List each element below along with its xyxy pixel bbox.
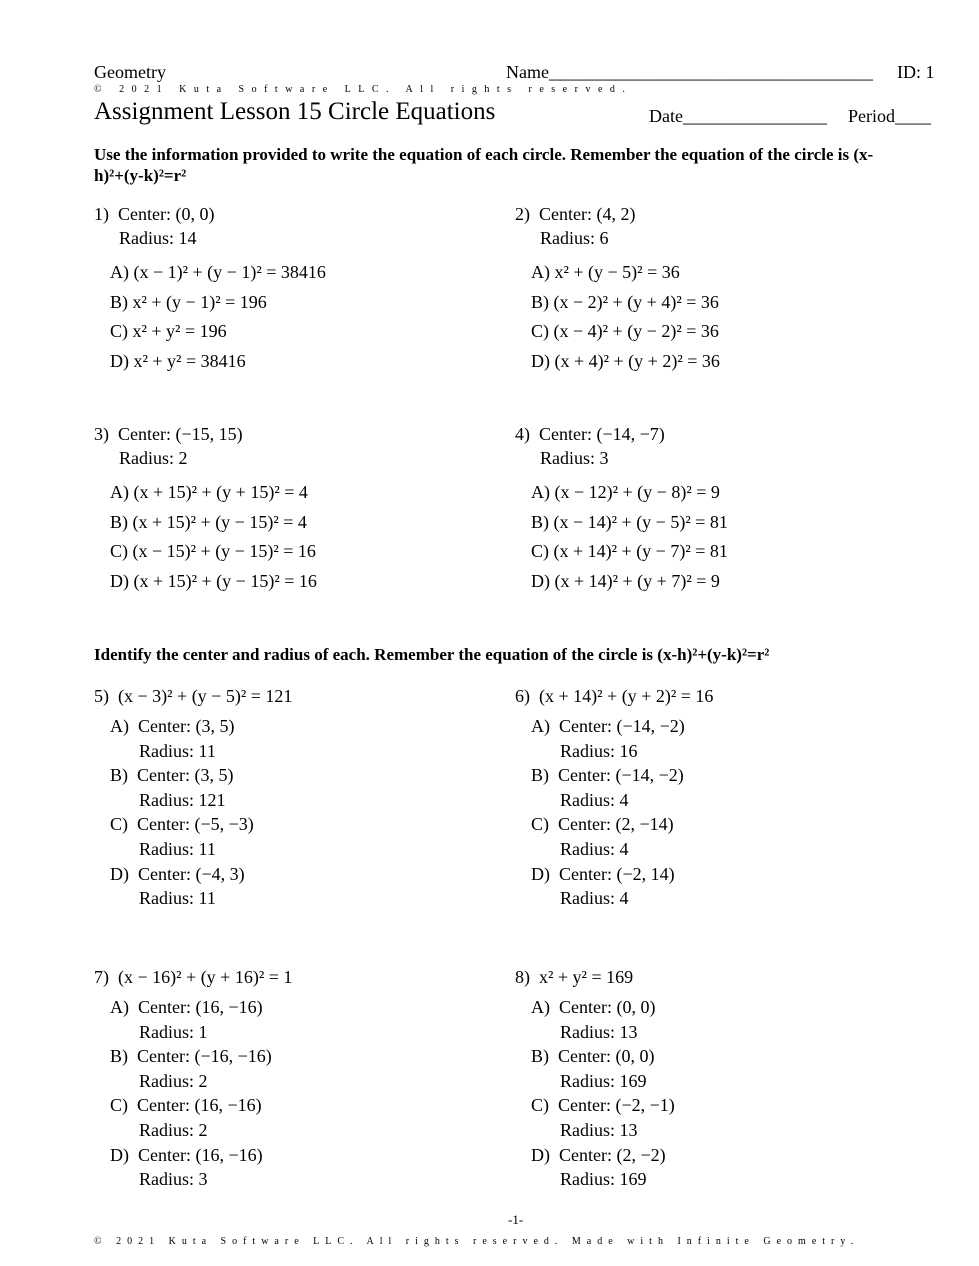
page-number: -1- <box>508 1212 524 1227</box>
option-center: Center: (3, 5) <box>138 716 235 736</box>
answer-option[interactable] <box>531 1044 675 1093</box>
option-radius: Radius: 4 <box>560 838 629 859</box>
answer-option[interactable]: B) x² + (y − 1)² = 196 <box>110 291 267 312</box>
option-center: Center: (−16, −16) <box>137 1046 272 1067</box>
answer-option[interactable]: D) x² + y² = 38416 <box>110 350 246 371</box>
option-radius: Radius: 11 <box>139 888 216 909</box>
answer-option[interactable] <box>531 714 713 763</box>
option-radius: Radius: 11 <box>139 740 216 761</box>
answer-option[interactable]: C) x² + y² = 196 <box>110 321 227 341</box>
problem-4 <box>515 422 728 596</box>
option-center: Center: (2, −14) <box>558 814 674 835</box>
option-radius: Radius: 4 <box>560 789 629 810</box>
problem-number: 4) <box>515 424 530 444</box>
problem-center: Center: (4, 2) <box>539 204 636 224</box>
answer-option[interactable] <box>531 995 675 1044</box>
answer-option[interactable]: C) (x + 14)² + (y − 7)² = 81 <box>531 541 728 561</box>
answer-option[interactable]: A) (x − 12)² + (y − 8)² = 9 <box>531 482 720 502</box>
answer-option[interactable]: B) (x − 14)² + (y − 5)² = 81 <box>531 511 728 532</box>
answer-option[interactable] <box>110 1143 292 1192</box>
option-center: Center: (0, 0) <box>558 1046 655 1067</box>
answer-option[interactable]: A) (x + 15)² + (y + 15)² = 4 <box>110 482 308 502</box>
option-center: Center: (16, −16) <box>137 1095 262 1116</box>
problem-1 <box>94 202 326 376</box>
option-radius: Radius: 1 <box>139 1021 208 1042</box>
problem-center: Center: (−15, 15) <box>118 424 243 444</box>
option-center: Center: (−5, −3) <box>137 814 254 835</box>
option-label: B) <box>110 765 128 786</box>
option-center: Center: (3, 5) <box>137 765 234 786</box>
problem-2 <box>515 202 720 376</box>
problem-equation: (x + 14)² + (y + 2)² = 16 <box>539 686 714 706</box>
date-field: Date________________ <box>649 106 827 126</box>
problem-center: Center: (−14, −7) <box>539 424 665 444</box>
section2-instructions: Identify the center and radius of each. Remember the equation of the circle is (x-h)²+(y-k)²=r² <box>94 645 770 664</box>
option-center: Center: (−14, −2) <box>558 765 684 786</box>
problem-radius: Radius: 2 <box>119 448 188 468</box>
answer-option[interactable]: D) (x + 15)² + (y − 15)² = 16 <box>110 570 317 591</box>
answer-option[interactable] <box>531 1093 675 1142</box>
answer-option[interactable]: D) (x + 14)² + (y + 7)² = 9 <box>531 570 720 591</box>
footer-copyright: © 2021 Kuta Software LLC. All rights reserved. Made with Infinite Geometry. <box>94 1236 860 1247</box>
option-label: C) <box>110 1095 128 1116</box>
option-center: Center: (16, −16) <box>138 997 263 1017</box>
section1-instructions: Use the information provided to write the equation of each circle. Remember the equation of the circle is (x-h)²+(y-k)²=r² <box>94 145 874 185</box>
answer-option[interactable]: C) (x − 4)² + (y − 2)² = 36 <box>531 321 719 341</box>
option-label: B) <box>531 1046 549 1067</box>
problem-number: 1) <box>94 204 109 224</box>
course-name: Geometry <box>94 62 166 82</box>
option-radius: Radius: 13 <box>560 1021 638 1042</box>
option-radius: Radius: 2 <box>139 1070 208 1091</box>
name-field: Name____________________________________ <box>506 62 873 82</box>
problem-equation: (x − 16)² + (y + 16)² = 1 <box>118 967 293 987</box>
option-label: A) <box>110 716 129 736</box>
answer-option[interactable]: C) (x − 15)² + (y − 15)² = 16 <box>110 541 316 561</box>
answer-option[interactable] <box>531 862 713 911</box>
problem-number: 2) <box>515 204 530 224</box>
option-label: D) <box>110 1144 129 1165</box>
option-label: A) <box>531 997 550 1017</box>
option-label: B) <box>531 765 549 786</box>
answer-option[interactable]: D) (x + 4)² + (y + 2)² = 36 <box>531 350 720 371</box>
problem-number: 3) <box>94 424 109 444</box>
problem-8 <box>515 965 675 1192</box>
problem-6 <box>515 684 713 911</box>
answer-option[interactable] <box>531 763 713 812</box>
answer-option[interactable] <box>110 763 292 812</box>
option-label: D) <box>531 863 550 884</box>
problem-number: 6) <box>515 686 530 706</box>
answer-option[interactable] <box>110 862 292 911</box>
option-radius: Radius: 169 <box>560 1169 647 1190</box>
option-radius: Radius: 13 <box>560 1119 638 1140</box>
page-title: Assignment Lesson 15 Circle Equations <box>94 98 496 125</box>
option-radius: Radius: 11 <box>139 838 216 859</box>
period-field: Period____ <box>848 106 931 126</box>
option-center: Center: (−14, −2) <box>559 716 685 736</box>
option-radius: Radius: 121 <box>139 789 226 810</box>
answer-option[interactable] <box>110 1093 292 1142</box>
option-label: C) <box>110 814 128 835</box>
problem-number: 7) <box>94 967 109 987</box>
problem-3 <box>94 422 317 596</box>
option-label: B) <box>110 1046 128 1067</box>
problem-equation: x² + y² = 169 <box>539 967 634 987</box>
answer-option[interactable]: B) (x − 2)² + (y + 4)² = 36 <box>531 291 719 312</box>
answer-option[interactable] <box>110 714 292 763</box>
problem-radius: Radius: 3 <box>540 448 609 468</box>
option-label: A) <box>110 997 129 1017</box>
answer-option[interactable]: B) (x + 15)² + (y − 15)² = 4 <box>110 511 307 532</box>
option-center: Center: (−2, −1) <box>558 1095 675 1116</box>
problem-equation: (x − 3)² + (y − 5)² = 121 <box>118 686 293 706</box>
id-label: ID: 1 <box>897 62 935 82</box>
option-label: D) <box>531 1144 550 1165</box>
problem-center: Center: (0, 0) <box>118 204 215 224</box>
option-center: Center: (−2, 14) <box>559 863 675 884</box>
problem-number: 8) <box>515 967 530 987</box>
option-label: C) <box>531 1095 549 1116</box>
answer-option[interactable] <box>531 812 713 861</box>
option-label: C) <box>531 814 549 835</box>
option-center: Center: (−4, 3) <box>138 863 245 884</box>
copyright-top: © 2021 Kuta Software LLC. All rights reserved. <box>94 84 633 95</box>
problem-radius: Radius: 6 <box>540 228 609 248</box>
answer-option[interactable] <box>110 812 292 861</box>
option-label: A) <box>531 716 550 736</box>
option-radius: Radius: 169 <box>560 1070 647 1091</box>
problem-radius: Radius: 14 <box>119 228 197 248</box>
answer-option[interactable]: A) (x − 1)² + (y − 1)² = 38416 <box>110 262 326 282</box>
option-radius: Radius: 4 <box>560 888 629 909</box>
answer-option[interactable] <box>110 1044 292 1093</box>
problem-number: 5) <box>94 686 109 706</box>
problem-5 <box>94 684 292 911</box>
option-radius: Radius: 16 <box>560 740 638 761</box>
problem-7 <box>94 965 292 1192</box>
option-radius: Radius: 3 <box>139 1169 208 1190</box>
option-label: D) <box>110 863 129 884</box>
option-center: Center: (2, −2) <box>559 1144 666 1165</box>
answer-option[interactable] <box>110 995 292 1044</box>
answer-option[interactable] <box>531 1143 675 1192</box>
option-center: Center: (16, −16) <box>138 1144 263 1165</box>
option-center: Center: (0, 0) <box>559 997 656 1017</box>
option-radius: Radius: 2 <box>139 1119 208 1140</box>
answer-option[interactable]: A) x² + (y − 5)² = 36 <box>531 262 680 282</box>
